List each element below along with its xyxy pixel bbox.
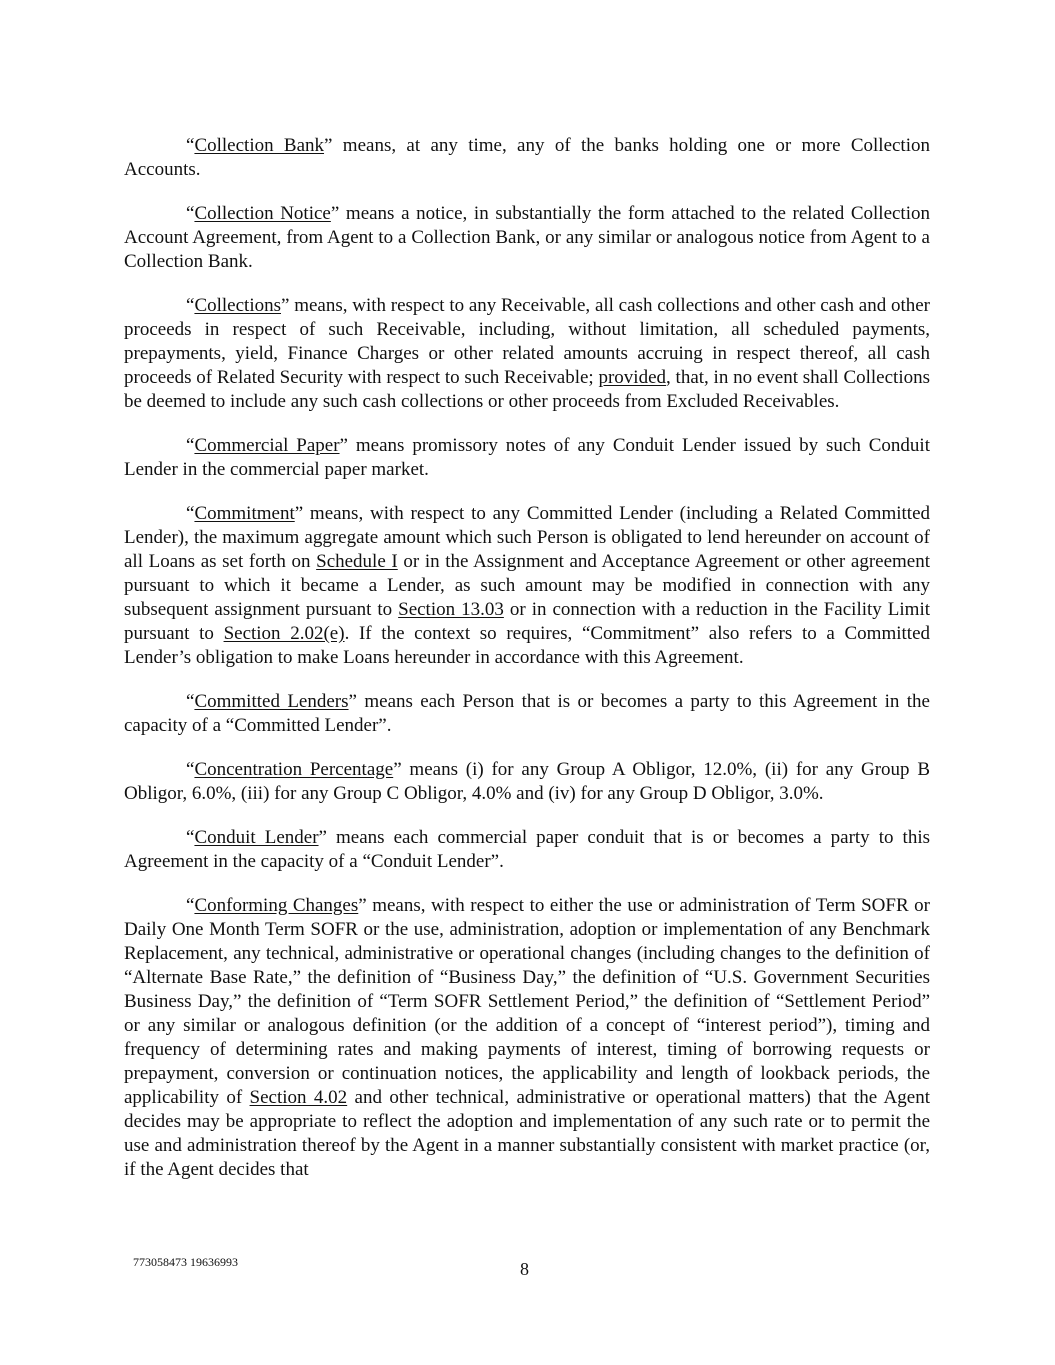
definition-collections: “Collections” means, with respect to any Receivable, all cash collections and other cash and other proceeds in respect of such Receivable, including, without limitation, all scheduled payments, prepayments, yield, Finance Charges or other related amounts accruing in respect thereof, all cash proceeds of Related Security with respect to such Receivable; provided, that, in no event shall Collections be deemed to include any such cash collections or other proceeds from Excluded Receivables.: [124, 295, 930, 412]
defined-term: Concentration Percentage: [194, 759, 394, 780]
defined-term: Conduit Lender: [194, 827, 319, 848]
defined-term: Commercial Paper: [194, 435, 340, 456]
cross-reference: Schedule I: [316, 551, 398, 572]
footer-document-id: 773058473 19636993: [133, 1255, 238, 1269]
defined-term: Collections: [194, 295, 281, 316]
cross-reference: Section 13.03: [398, 599, 504, 620]
page-number: 8: [520, 1259, 529, 1279]
definition-committed-lenders: “Committed Lenders” means each Person that is or becomes a party to this Agreement in the capacity of a “Committed Lender”.: [124, 691, 930, 736]
definition-commercial-paper: “Commercial Paper” means promissory notes of any Conduit Lender issued by such Conduit Lender in the commercial paper market.: [124, 435, 930, 480]
cross-reference: Section 4.02: [249, 1087, 348, 1108]
defined-term: Conforming Changes: [194, 895, 359, 916]
definition-collection-notice: “Collection Notice” means a notice, in substantially the form attached to the related Collection Account Agreement, from Agent to a Collection Bank, or any similar or analogous notice from Agent to a Collection Bank.: [124, 203, 930, 272]
cross-reference: Section 2.02(e): [223, 623, 345, 644]
definition-conduit-lender: “Conduit Lender” means each commercial paper conduit that is or becomes a party to this Agreement in the capacity of a “Conduit Lender”.: [124, 827, 931, 872]
defined-term: Commitment: [194, 503, 295, 524]
definition-collection-bank: “Collection Bank” means, at any time, any of the banks holding one or more Collection Accounts.: [124, 135, 930, 180]
definition-commitment: “Commitment” means, with respect to any Committed Lender (including a Related Committed Lender), the maximum aggregate amount which such Person is obligated to lend hereunder on account of all Loans as set forth on Schedule I or in the Assignment and Acceptance Agreement or other agreement pursuant to which it became a Lender, as such amount may be modified in connection with any subsequent assignment pursuant to Section 13.03 or in connection with a reduction in the Facility Limit pursuant to Section 2.02(e). If the context so requires, “Commitment” also refers to a Committed Lender’s obligation to make Loans hereunder in accordance with this Agreement.: [124, 503, 931, 668]
defined-term: Committed Lenders: [194, 691, 349, 712]
definitions-section: [124, 134, 930, 1202]
definition-concentration-percentage: “Concentration Percentage” means (i) for any Group A Obligor, 12.0%, (ii) for any Group B Obligor, 6.0%, (iii) for any Group C Obligor, 4.0% and (iv) for any Group D Obligor, 3.0%.: [124, 759, 930, 804]
proviso-term: provided: [598, 367, 667, 388]
definition-conforming-changes: “Conforming Changes” means, with respect to either the use or administration of Term SOFR or Daily One Month Term SOFR or the use, administration, adoption or implementation of any Benchmark Replacement, any technical, administrative or operational changes (including changes to the definition of “Alternate Base Rate,” the definition of “Business Day,” the definition of “U.S. Government Securities Business Day,” the definition of “Term SOFR Settlement Period,” the definition of “Settlement Period” or any similar or analogous definition (or the addition of a concept of “interest period”), timing and frequency of determining rates and making payments of interest, timing of borrowing requests or prepayment, conversion or continuation notices, the applicability and length of lookback periods, the applicability of Section 4.02 and other technical, administrative or operational matters) that the Agent decides may be appropriate to reflect the adoption and implementation of any such rate or to permit the use and administration thereof by the Agent in a manner substantially consistent with market practice (or, if the Agent decides that: [124, 895, 930, 1180]
defined-term: Collection Bank: [194, 135, 325, 156]
defined-term: Collection Notice: [194, 203, 331, 224]
